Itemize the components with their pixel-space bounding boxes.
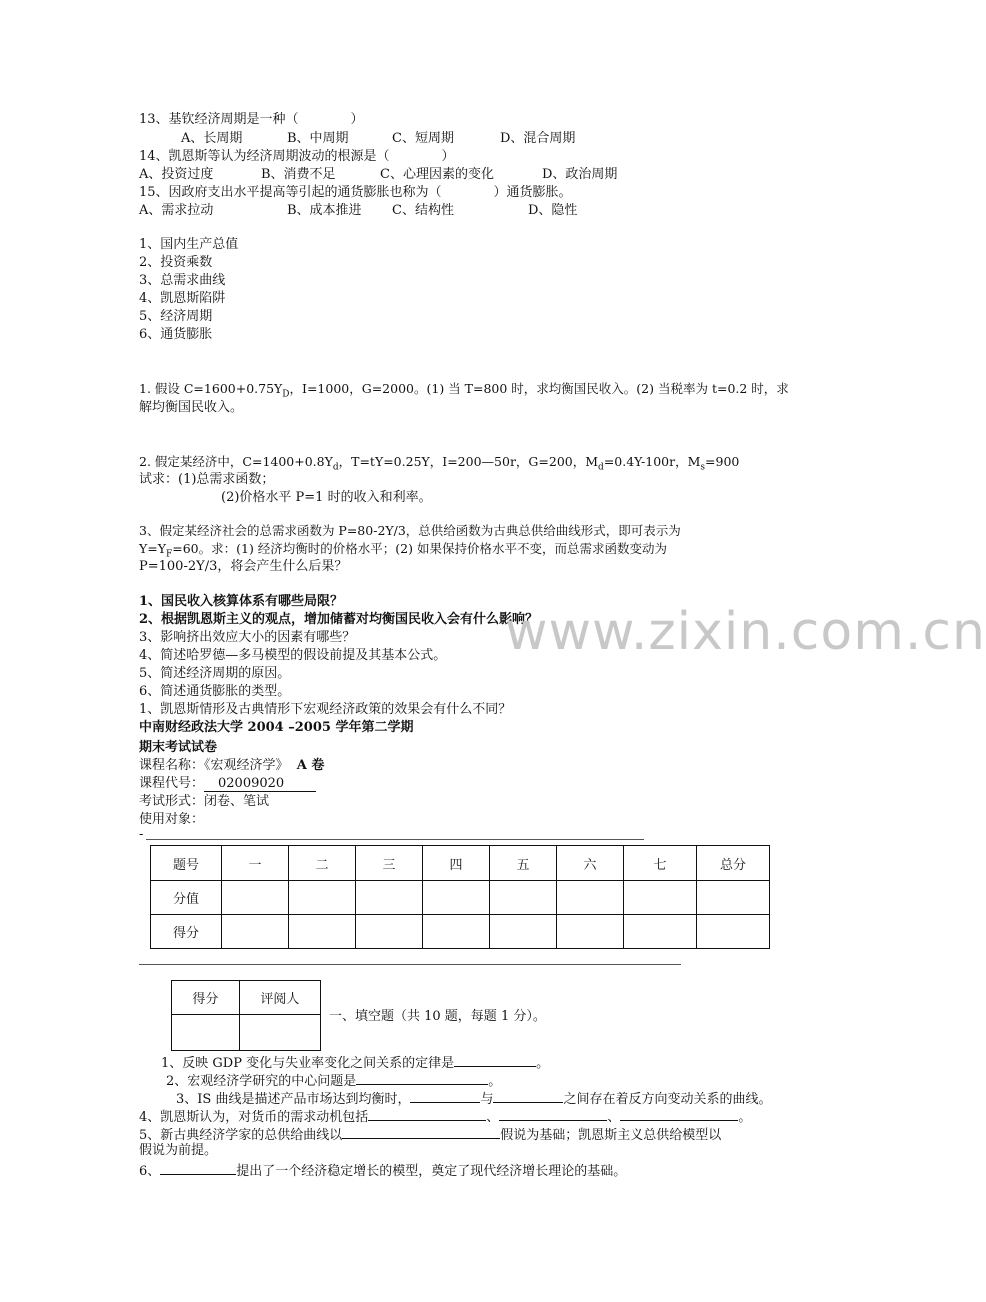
score-cell bbox=[423, 881, 490, 915]
exam-target: 使用对象： bbox=[139, 812, 205, 827]
essay-item: 3、影响挤出效应大小的因素有哪些？ bbox=[139, 630, 356, 645]
fill-section-title: 一、填空题（共 10 题，每题 1 分）。 bbox=[329, 1009, 546, 1024]
calc-q1-line2: 解均衡国民收入。 bbox=[139, 400, 244, 415]
score-cell bbox=[490, 915, 557, 949]
score-header-cell: 一 bbox=[222, 846, 289, 881]
score-header-cell: 题号 bbox=[151, 846, 222, 881]
essay-item: 6、简述通货膨胀的类型。 bbox=[139, 684, 291, 699]
fill-q5-line2: 假说为前提。 bbox=[139, 1143, 218, 1158]
mc-q13-stem: 13、基钦经济周期是一种（ ） bbox=[139, 112, 364, 127]
university-title: 中南财经政法大学 2004 –2005 学年第二学期 bbox=[139, 720, 414, 735]
score-cell bbox=[697, 881, 770, 915]
fill-blank[interactable] bbox=[620, 1106, 738, 1121]
fill-blank[interactable] bbox=[342, 1124, 500, 1139]
essay-item: 2、根据凯恩斯主义的观点，增加储蓄对均衡国民收入会有什么影响？ bbox=[139, 612, 539, 627]
score-header-cell: 七 bbox=[624, 846, 697, 881]
course-name: 课程名称：《宏观经济学》 A 卷 bbox=[139, 758, 325, 773]
term-item: 1、国内生产总值 bbox=[139, 237, 239, 252]
score-cell bbox=[289, 915, 356, 949]
mc-q14-option-b: B、消费不足 bbox=[261, 167, 336, 182]
mc-q15-option-c: C、结构性 bbox=[392, 203, 454, 218]
term-item: 5、经济周期 bbox=[139, 309, 213, 324]
score-header-cell: 四 bbox=[423, 846, 490, 881]
exam-title: 期末考试试卷 bbox=[139, 740, 218, 755]
fill-blank[interactable] bbox=[160, 1160, 236, 1175]
mc-q15-stem: 15、因政府支出水平提高等引起的通货膨胀也称为（ ）通货膨胀。 bbox=[139, 185, 572, 200]
score-header-cell: 三 bbox=[356, 846, 423, 881]
calc-q2-line1: 2. 假定某经济中，$C=1400+0.8Y_d$，T=tY=0.25Y，I=200—50r，G=200，$M_d=0.4Y-100r$，$M_s=900$ bbox=[139, 454, 740, 473]
section-rule bbox=[139, 964, 681, 965]
grader-reviewer-cell bbox=[239, 1015, 320, 1051]
score-cell bbox=[222, 915, 289, 949]
calc-q2-ask: 试求：(1)总需求函数； bbox=[139, 472, 275, 487]
score-cell bbox=[289, 881, 356, 915]
score-cell bbox=[222, 881, 289, 915]
grader-score-label: 得分 bbox=[172, 981, 240, 1015]
score-cell bbox=[423, 915, 490, 949]
grader-reviewer-label: 评阅人 bbox=[239, 981, 320, 1015]
score-cell bbox=[557, 915, 624, 949]
score-header-cell: 六 bbox=[557, 846, 624, 881]
fill-q2: 2、宏观经济学研究的中心问题是 。 bbox=[166, 1070, 501, 1091]
fill-blank[interactable] bbox=[368, 1106, 486, 1121]
calc-q3-line1: 3、假定某经济社会的总需求函数为 P=80-2Y/3，总供给函数为古典总供给曲线形式，即可表示为 bbox=[139, 523, 681, 538]
mc-q13-option-d: D、混合周期 bbox=[500, 131, 576, 146]
term-item: 4、凯恩斯陷阱 bbox=[139, 291, 226, 306]
fill-q6: 6、 提出了一个经济稳定增长的模型，奠定了现代经济增长理论的基础。 bbox=[139, 1160, 626, 1181]
score-cell bbox=[557, 881, 624, 915]
mc-q13-option-a: A、长周期 bbox=[181, 131, 243, 146]
exam-form: 考试形式：闭卷、笔试 bbox=[139, 794, 270, 809]
calc-q3-line2: $Y=Y_F=60$。求：(1) 经济均衡时的价格水平；(2) 如果保持价格水平不变，而总需求函数变动为 bbox=[139, 541, 667, 560]
essay-item: 5、简述经济周期的原因。 bbox=[139, 666, 291, 681]
score-cell bbox=[356, 915, 423, 949]
mc-q14-option-a: A、投资过度 bbox=[139, 167, 214, 182]
fill-blank[interactable] bbox=[356, 1070, 488, 1085]
dash-mark: - bbox=[139, 827, 144, 842]
essay-item: 4、简述哈罗德—多马模型的假设前提及其基本公式。 bbox=[139, 648, 447, 663]
essay-item: 1、凯恩斯情形及古典情形下宏观经济政策的效果会有什么不同？ bbox=[139, 702, 512, 717]
score-header-cell: 二 bbox=[289, 846, 356, 881]
mc-q14-option-c: C、心理因素的变化 bbox=[380, 167, 494, 182]
mc-q15-option-d: D、隐性 bbox=[528, 203, 578, 218]
fill-blank[interactable] bbox=[410, 1088, 480, 1103]
calc-q1-line1: 1. 假设 $C=1600+0.75Y_D$，I=1000，G=2000。(1) 当 T=800 时，求均衡国民收入。(2) 当税率为 t=0.2 时，求 bbox=[139, 381, 789, 400]
score-row-label: 得分 bbox=[151, 915, 222, 949]
score-header-cell: 五 bbox=[490, 846, 557, 881]
fill-q4: 4、凯恩斯认为，对货币的需求动机包括 、 、 。 bbox=[139, 1106, 751, 1127]
fill-blank[interactable] bbox=[454, 1052, 536, 1067]
grader-score-cell bbox=[172, 1015, 240, 1051]
fill-blank[interactable] bbox=[493, 1088, 563, 1103]
grader-table bbox=[171, 980, 321, 1051]
score-cell bbox=[624, 915, 697, 949]
mc-q13-option-c: C、短周期 bbox=[392, 131, 454, 146]
header-rule bbox=[146, 839, 644, 840]
essay-item: 1、国民收入核算体系有哪些局限？ bbox=[139, 594, 344, 609]
fill-blank[interactable] bbox=[499, 1106, 607, 1121]
mc-q13-option-b: B、中周期 bbox=[287, 131, 349, 146]
calc-q2-ask2: (2)价格水平 P=1 时的收入和利率。 bbox=[221, 490, 432, 505]
score-cell bbox=[697, 915, 770, 949]
score-cell bbox=[490, 881, 557, 915]
fill-q1: 1、反映 GDP 变化与失业率变化之间关系的定律是 。 bbox=[161, 1052, 549, 1073]
score-table bbox=[150, 845, 770, 949]
course-code: 课程代号： 02009020 bbox=[139, 775, 316, 793]
mc-q15-option-b: B、成本推进 bbox=[287, 203, 362, 218]
watermark: www.zixin.com.cn bbox=[505, 602, 986, 662]
score-row-label: 分值 bbox=[151, 881, 222, 915]
term-item: 3、总需求曲线 bbox=[139, 273, 226, 288]
term-item: 6、通货膨胀 bbox=[139, 327, 213, 342]
mc-q14-stem: 14、凯恩斯等认为经济周期波动的根源是（ ） bbox=[139, 149, 455, 164]
term-item: 2、投资乘数 bbox=[139, 255, 213, 270]
mc-q15-option-a: A、需求拉动 bbox=[139, 203, 214, 218]
fill-q5-line1: 5、新古典经济学家的总供给曲线以 假说为基础；凯恩斯主义总供给模型以 bbox=[139, 1124, 721, 1145]
score-cell bbox=[356, 881, 423, 915]
score-cell bbox=[624, 881, 697, 915]
score-header-cell: 总分 bbox=[697, 846, 770, 881]
fill-q3: 3、IS 曲线是描述产品市场达到均衡时， 与 之间存在着反方向变动关系的曲线。 bbox=[176, 1088, 771, 1109]
calc-q3-line3: P=100-2Y/3，将会产生什么后果？ bbox=[139, 559, 348, 574]
mc-q14-option-d: D、政治周期 bbox=[542, 167, 618, 182]
